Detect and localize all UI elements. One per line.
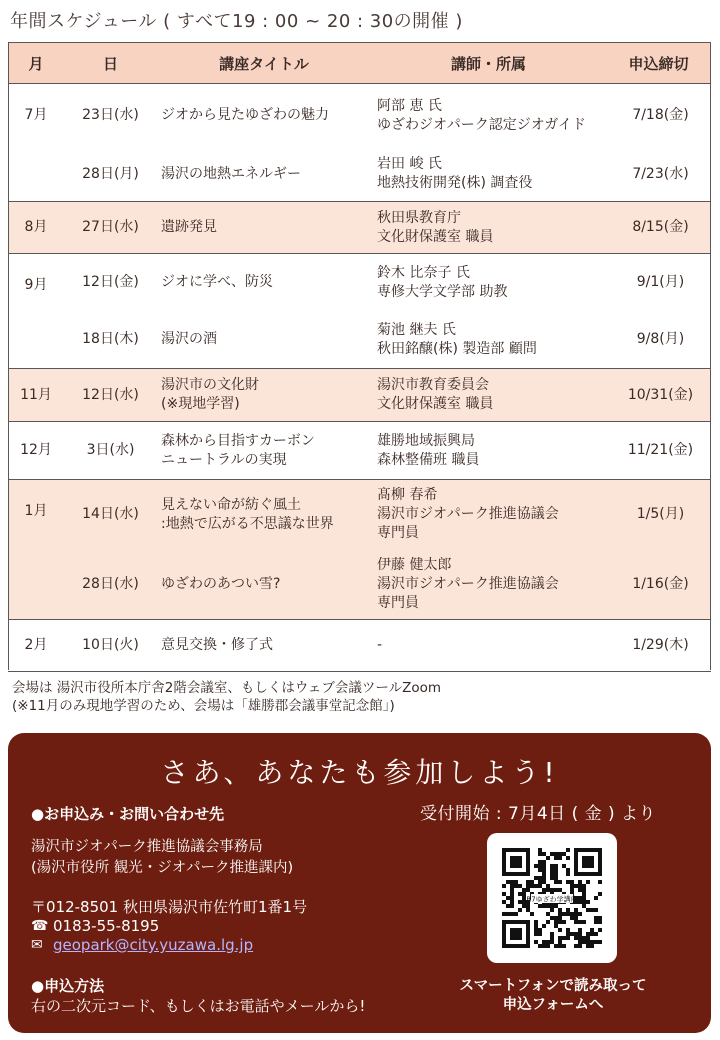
instructor-line: 湯沢市ジオパーク推進協議会 [377, 506, 559, 523]
title-cell [157, 254, 371, 312]
title-cell [157, 422, 371, 480]
month-cell: 7月 [24, 107, 48, 123]
instructor-line: 岩田 峻 氏 [377, 156, 442, 173]
instructor-line: 伊藤 健太郎 [377, 556, 452, 573]
qr-caption-line: 申込フォームへ [502, 997, 604, 1013]
month-cell: 1月 [8, 480, 64, 550]
title-line: :地熱で広がる不思議な世界 [161, 515, 334, 532]
month-cell [8, 148, 64, 202]
qr-code[interactable] [487, 833, 617, 963]
month-group [8, 480, 711, 620]
table-row [8, 480, 711, 550]
day-cell: 12日(金) [82, 274, 139, 291]
title-cell [157, 148, 371, 202]
instructor-cell [371, 202, 606, 254]
contact-details [31, 898, 307, 955]
day-cell: 10日(火) [82, 637, 139, 653]
title-cell [157, 84, 371, 148]
instructor-line: 湯沢市ジオパーク推進協議会 [377, 575, 559, 592]
month-group [8, 422, 711, 480]
day-cell: 28日(水) [64, 550, 157, 620]
phone-icon: ☎ [31, 918, 49, 934]
instructor-cell [371, 254, 606, 312]
table-row [8, 84, 711, 148]
instructor-line: 鈴木 比奈子 氏 [377, 264, 470, 281]
month-group [8, 369, 711, 422]
instructor-line: 秋田県教育庁 [377, 209, 461, 226]
apply-heading: ●申込方法 [31, 977, 105, 995]
schedule-table [8, 42, 711, 672]
instructor-cell [371, 620, 606, 672]
table-row [8, 148, 711, 202]
instructor-line: ゆざわジオパーク認定ジオガイド [377, 116, 586, 133]
title-cell [157, 312, 371, 369]
qr-caption [418, 977, 688, 1015]
contact-heading: ●お申込み・お問い合わせ先 [31, 805, 225, 823]
month-cell: 8月 [8, 202, 64, 254]
office-name: 湯沢市ジオパーク推進協議会事務局 [31, 839, 263, 855]
deadline-cell: 11/21(金) [627, 442, 694, 458]
instructor-cell [371, 550, 606, 620]
instructor-line: 秋田銘醸(株) 製造部 顧問 [377, 340, 537, 357]
instructor-cell [371, 422, 606, 480]
qr-caption-line: スマートフォンで読み取って [459, 978, 647, 994]
day-cell: 14日(水) [64, 480, 157, 550]
instructor-line: 専門員 [377, 594, 419, 611]
deadline-cell: 1/16(金) [606, 550, 711, 620]
month-group [8, 84, 711, 202]
title-line: ジオに学べ、防災 [161, 274, 273, 291]
schedule-heading: 年間スケジュール ( すべて19 : 00 ~ 20 : 30の開催 ) [10, 11, 463, 32]
deadline-cell: 7/23(水) [632, 165, 689, 182]
instructor-line: 専門員 [377, 525, 419, 542]
deadline-cell: 9/1(月) [636, 274, 685, 291]
table-row [8, 202, 711, 254]
apply-method: 右の二次元コード、もしくはお電話やメールから! [31, 997, 366, 1015]
instructor-line: 地熱技術開発(株) 調査役 [377, 175, 533, 192]
table-header-row [8, 43, 711, 84]
instructor-cell [371, 480, 606, 550]
table-row [8, 422, 711, 480]
title-cell [157, 369, 371, 422]
title-line: 湯沢の酒 [161, 331, 217, 348]
venue-line: 会場は 湯沢市役所本庁舎2階会議室、もしくはウェブ会議ツールZoom [12, 680, 441, 696]
month-group [8, 620, 711, 672]
phone-row[interactable] [31, 917, 307, 936]
venue-line: (※11月のみ現地学習のため、会場は「雄勝郡会議事堂記念館」) [12, 698, 395, 714]
col-header-title: 講座タイトル [157, 43, 371, 84]
instructor-line: 雄勝地域振興局 [377, 432, 475, 449]
col-header-month: 月 [8, 43, 64, 84]
month-cell: 11月 [8, 369, 64, 422]
instructor-line: 湯沢市教育委員会 [377, 377, 489, 393]
title-line: 見えない命が紡ぐ風土 [161, 496, 301, 513]
office-dept: (湯沢市役所 観光・ジオパーク推進課内) [31, 860, 294, 876]
instructor-line: - [377, 637, 383, 653]
title-cell [157, 550, 371, 620]
title-cell [157, 202, 371, 254]
day-cell: 27日(水) [64, 202, 157, 254]
title-line: 湯沢市の文化財 [161, 377, 259, 393]
mail-icon: ✉ [31, 937, 43, 953]
venue-note [12, 679, 441, 715]
title-line: ジオから見たゆざわの魅力 [161, 107, 329, 124]
day-cell: 28日(月) [82, 165, 139, 182]
month-cell [8, 550, 64, 620]
deadline-cell: 1/29(木) [632, 637, 689, 653]
title-line: 森林から目指すカーボン [161, 432, 315, 449]
table-row [8, 550, 711, 620]
month-cell: 9月 [24, 277, 48, 293]
qr-code-icon [487, 833, 617, 963]
month-group [8, 254, 711, 369]
instructor-line: 阿部 恵 氏 [377, 97, 442, 114]
title-line: 湯沢の地熱エネルギー [161, 165, 301, 182]
day-cell: 12日(水) [64, 369, 157, 422]
title-line: 意見交換・修了式 [161, 637, 273, 653]
deadline-cell: 1/5(月) [606, 480, 711, 550]
instructor-line: 菊池 継夫 氏 [377, 321, 456, 338]
title-line: (※現地学習) [161, 396, 240, 412]
info-panel [8, 733, 711, 1033]
col-header-instructor: 講師・所属 [371, 43, 606, 84]
table-row [8, 254, 711, 312]
deadline-cell: 8/15(金) [606, 202, 711, 254]
month-cell: 12月 [20, 442, 52, 458]
phone-number[interactable]: 0183-55-8195 [53, 917, 160, 935]
instructor-cell [371, 84, 606, 148]
col-header-deadline: 申込締切 [606, 43, 711, 84]
table-row [8, 312, 711, 369]
instructor-cell [371, 148, 606, 202]
title-line: ニュートラルの実現 [161, 451, 287, 468]
contact-office [31, 837, 293, 879]
instructor-line: 髙柳 春希 [377, 487, 438, 504]
instructor-line: 専修大学文学部 助教 [377, 283, 508, 300]
month-cell [8, 312, 64, 369]
title-line: 遺跡発見 [161, 219, 217, 235]
month-group [8, 202, 711, 254]
day-cell: 23日(水) [82, 107, 139, 124]
table-row [8, 620, 711, 672]
postal-address: 〒012-8501 秋田県湯沢市佐竹町1番1号 [31, 898, 308, 916]
title-cell [157, 620, 371, 672]
title-cell [157, 480, 371, 550]
email-link[interactable]: geopark@city.yuzawa.lg.jp [53, 936, 254, 954]
col-header-day: 日 [64, 43, 157, 84]
day-cell: 3日(水) [86, 442, 135, 458]
title-line: ゆざわのあつい雪? [161, 575, 281, 592]
deadline-cell: 7/18(金) [632, 107, 689, 124]
day-cell: 18日(木) [82, 331, 139, 348]
panel-title: さあ、あなたも参加しよう! [160, 756, 559, 789]
email-row[interactable] [31, 936, 307, 955]
instructor-line: 文化財保護室 職員 [377, 228, 494, 245]
instructor-cell [371, 312, 606, 369]
instructor-line: 文化財保護室 職員 [377, 396, 494, 412]
reception-start: 受付開始 : 7月4日 ( 金 ) より [420, 804, 657, 824]
qr-label: R7ゆざわ学講座 [526, 895, 578, 904]
deadline-cell: 9/8(月) [636, 331, 685, 348]
instructor-line: 森林整備班 職員 [377, 451, 480, 468]
instructor-cell [371, 369, 606, 422]
month-cell: 2月 [24, 637, 48, 653]
deadline-cell: 10/31(金) [606, 369, 711, 422]
table-row [8, 369, 711, 422]
